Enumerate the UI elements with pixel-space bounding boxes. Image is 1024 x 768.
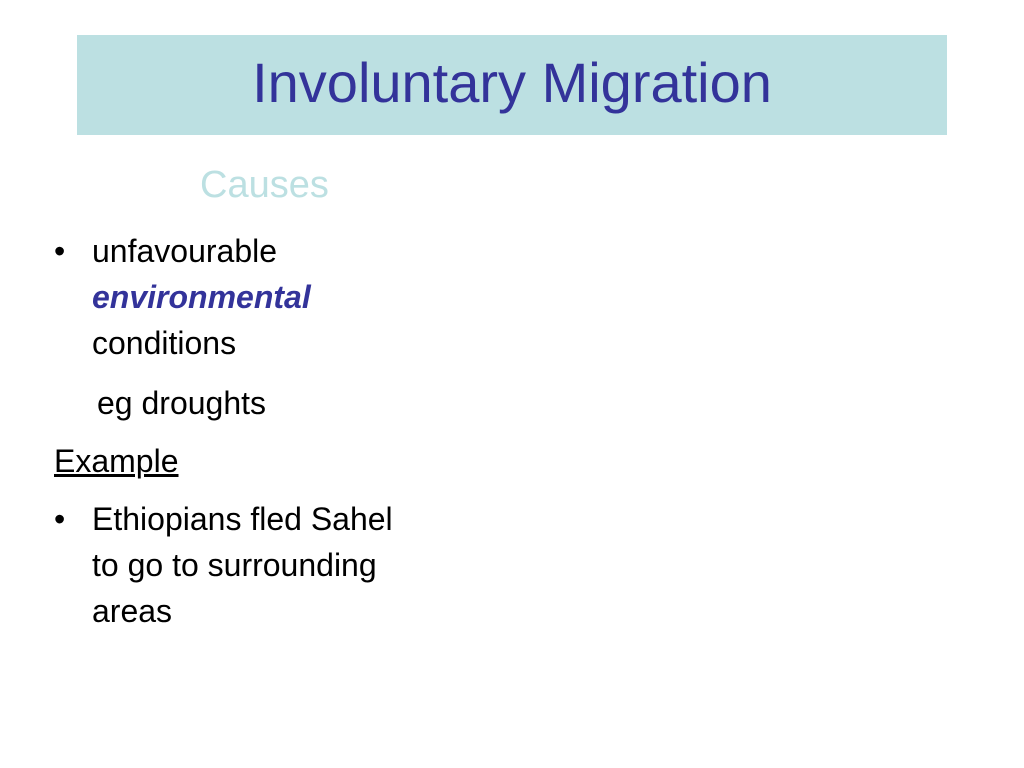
- bullet-line: areas: [92, 593, 173, 629]
- bullet-line: Ethiopians fled Sahel: [92, 501, 393, 537]
- example-note: eg droughts: [97, 385, 267, 421]
- bullet-text: [92, 496, 393, 634]
- bullet-text: [92, 228, 311, 366]
- title-banner: [77, 35, 947, 135]
- bullet-prefix: unfavourable: [92, 233, 278, 269]
- slide-title: Involuntary Migration: [252, 50, 772, 114]
- example-label: Example: [54, 443, 179, 479]
- bullet-item-example: [54, 496, 494, 634]
- bullet-line: to go to surrounding: [92, 547, 377, 583]
- slide-subtitle: Causes: [200, 164, 329, 206]
- bullet-item-causes: [54, 228, 494, 366]
- bullet-icon: •: [54, 501, 66, 537]
- bullet-emphasis: environmental: [92, 279, 311, 315]
- bullet-icon: •: [54, 233, 66, 269]
- bullet-suffix: conditions: [92, 325, 237, 361]
- slide-body: [54, 228, 494, 634]
